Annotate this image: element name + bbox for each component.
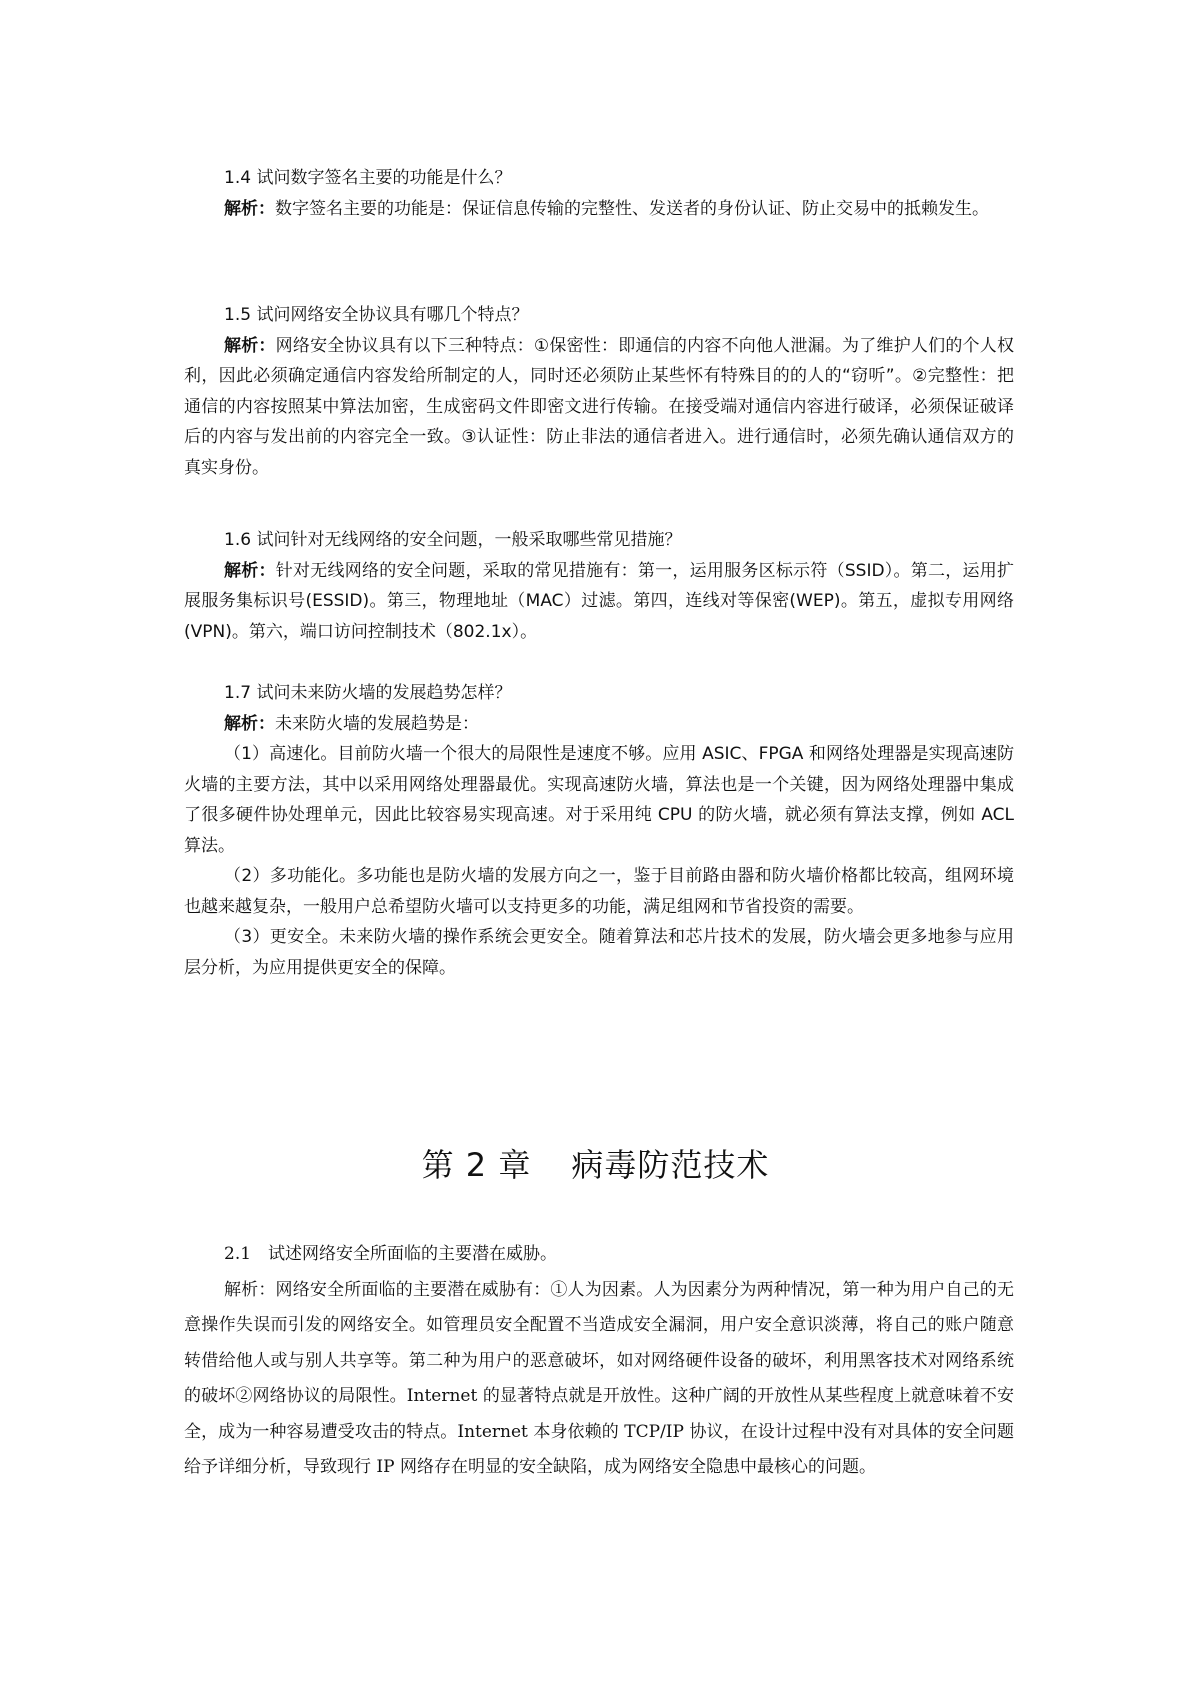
- answer-text: 数字签名主要的功能是：保证信息传输的完整性、发送者的身份认证、防止交易中的抵赖发生。: [275, 198, 989, 219]
- answer-1-6: [184, 556, 1014, 648]
- question-1-6: 1.6 试问针对无线网络的安全问题，一般采取哪些常见措施？: [224, 530, 682, 550]
- answer-1-7-intro: [184, 709, 1014, 740]
- section-q1-5: [184, 300, 1014, 483]
- answer-text: 未来防火墙的发展趋势是：: [275, 713, 479, 734]
- chapter-heading: [0, 1140, 1191, 1186]
- answer-2-1: 解析：网络安全所面临的主要潜在威胁有：①人为因素。人为因素分为两种情况，第一种为用户自己的无意操作失误而引发的网络安全。如管理员安全配置不当造成安全漏洞，用户安全意识淡薄，将自己的账户随意转借给他人或与别人共享等。第二种为用户的恶意破坏，如对网络硬件设备的破坏，利用黑客技术对网络系统的破坏②网络协议的局限性。Internet 的显著特点就是开放性。这种广阔的开放性从某些程度上就意味着不安全，成为一种容易遭受攻击的特点。Internet 本身依赖的 TCP/IP 协议，在设计过程中没有对具体的安全问题给予详细分析，导致现行 IP 网络存在明显的安全缺陷，成为网络安全隐患中最核心的问题。: [184, 1279, 1014, 1477]
- question-2-1: 2.1 试述网络安全所面临的主要潜在威胁。: [224, 1244, 558, 1264]
- section-q1-7: [184, 678, 1014, 983]
- answer-1-5: [184, 331, 1014, 484]
- chapter-title: 病毒防范技术: [571, 1146, 770, 1184]
- answer-text: 针对无线网络的安全问题，采取的常见措施有：第一，运用服务区标示符（SSID）。第二，运用扩展服务集标识号(ESSID)。第三，物理地址（MAC）过滤。第四，连线对等保密(WEP)。第五，虚拟专用网络(VPN)。第六，端口访问控制技术（802.1x）。: [184, 560, 1015, 642]
- section-q1-4: [184, 163, 1014, 224]
- question-1-4: 1.4 试问数字签名主要的功能是什么？: [224, 168, 512, 188]
- section-q2-1: [184, 1237, 1014, 1486]
- answer-label: 解析：: [224, 335, 276, 356]
- answer-label: 解析：: [224, 713, 275, 734]
- answer-1-7-item-3: （3）更安全。未来防火墙的操作系统会更安全。随着算法和芯片技术的发展，防火墙会更多地参与应用层分析，为应用提供更安全的保障。: [184, 927, 1014, 978]
- chapter-number: 第 2 章: [421, 1146, 532, 1184]
- section-q1-6: [184, 525, 1014, 647]
- answer-label: 解析：: [224, 560, 276, 581]
- answer-1-4: [184, 194, 1014, 225]
- answer-label: 解析：: [224, 198, 275, 219]
- answer-1-7-item-1: （1）高速化。目前防火墙一个很大的局限性是速度不够。应用 ASIC、FPGA 和网络处理器是实现高速防火墙的主要方法，其中以采用网络处理器最优。实现高速防火墙，算法也是一个关键，因为网络处理器中集成了很多硬件协处理单元，因此比较容易实现高速。对于采用纯 CPU 的防火墙，就必须有算法支撑，例如 ACL 算法。: [184, 744, 1014, 856]
- answer-1-7-item-2: （2）多功能化。多功能也是防火墙的发展方向之一，鉴于目前路由器和防火墙价格都比较高，组网环境也越来越复杂，一般用户总希望防火墙可以支持更多的功能，满足组网和节省投资的需要。: [184, 866, 1014, 917]
- question-1-7: 1.7 试问未来防火墙的发展趋势怎样？: [224, 683, 512, 703]
- answer-text: 网络安全协议具有以下三种特点：①保密性：即通信的内容不向他人泄漏。为了维护人们的个人权利，因此必须确定通信内容发给所制定的人，同时还必须防止某些怀有特殊目的的人的“窃听”。②完整性：把通信的内容按照某中算法加密，生成密码文件即密文进行传输。在接受端对通信内容进行破译，必须保证破译后的内容与发出前的内容完全一致。③认证性：防止非法的通信者进入。进行通信时，必须先确认通信双方的真实身份。: [184, 335, 1014, 478]
- question-1-5: 1.5 试问网络安全协议具有哪几个特点？: [224, 305, 529, 325]
